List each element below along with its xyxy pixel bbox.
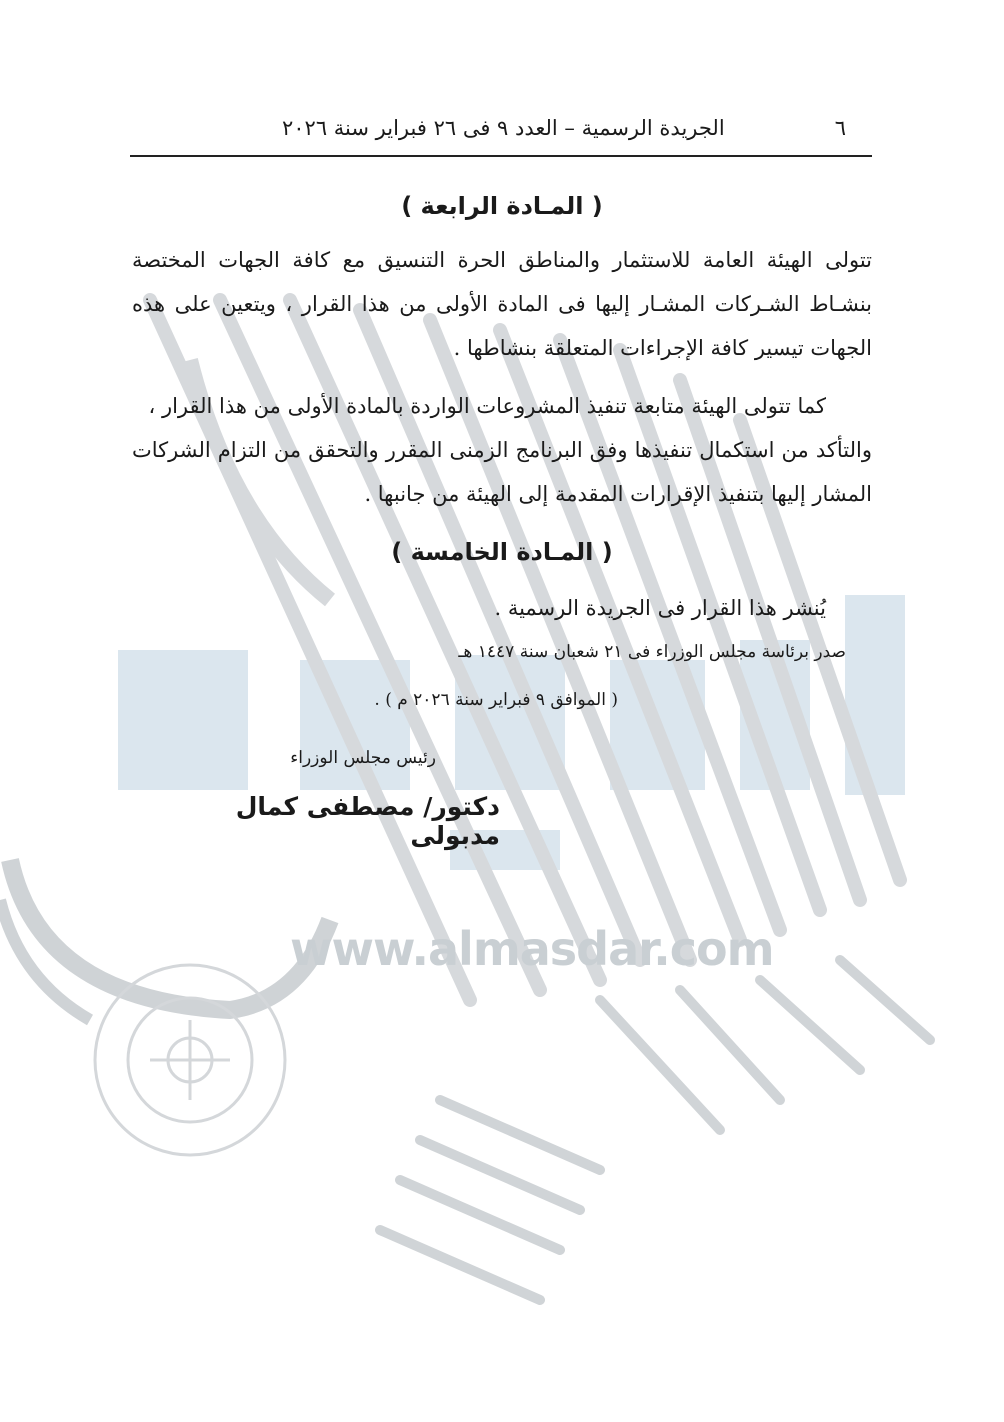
article-4-heading: ( المـادة الرابعة ) (401, 192, 603, 220)
paragraph-line: كما تتولى الهيئة متابعة تنفيذ المشروعات الواردة بالمادة الأولى من هذا القرار ، (148, 394, 826, 418)
issuance-date-hijri: صدر برئاسة مجلس الوزراء فى ٢١ شعبان سنة ١٤٤٧ هـ (458, 642, 846, 662)
page-header (130, 112, 872, 152)
article-4-paragraph-2 (132, 384, 872, 516)
signatory-title: رئيس مجلس الوزراء (290, 748, 436, 768)
paragraph-line: بنشـاط الشـركات المشـار إليها فى المادة الأولى من هذا القرار ، ويتعين على هذه (132, 292, 872, 316)
paragraph-line: يُنشر هذا القرار فى الجريدة الرسمية . (494, 596, 826, 620)
page-number: ٦ (834, 116, 846, 140)
header-divider (130, 155, 872, 157)
article-5-heading: ( المـادة الخامسة ) (391, 538, 613, 566)
issuance-date-gregorian: ( الموافق ٩ فبراير سنة ٢٠٢٦ م ) . (374, 690, 618, 710)
paragraph-line: والتأكد من استكمال تنفيذها وفق البرنامج الزمنى المقرر والتحقق من التزام الشركات (132, 438, 872, 462)
paragraph-line: تتولى الهيئة العامة للاستثمار والمناطق الحرة التنسيق مع كافة الجهات المختصة (132, 248, 873, 272)
gazette-issue-title: الجريدة الرسمية – العدد ٩ فى ٢٦ فبراير سنة ٢٠٢٦ (282, 116, 725, 140)
watermark-url: www.almasdar.com (290, 922, 774, 976)
paragraph-line: المشار إليها بتنفيذ الإقرارات المقدمة إلى الهيئة من جانبها . (364, 482, 872, 506)
paragraph-line: الجهات تيسير كافة الإجراءات المتعلقة بنشاطها . (453, 336, 872, 360)
article-5-paragraph (132, 586, 872, 630)
signatory-name: دكتور/ مصطفى كمال مدبولى (235, 792, 500, 850)
article-4-paragraph-1 (132, 238, 872, 370)
ministry-seal (95, 965, 285, 1155)
